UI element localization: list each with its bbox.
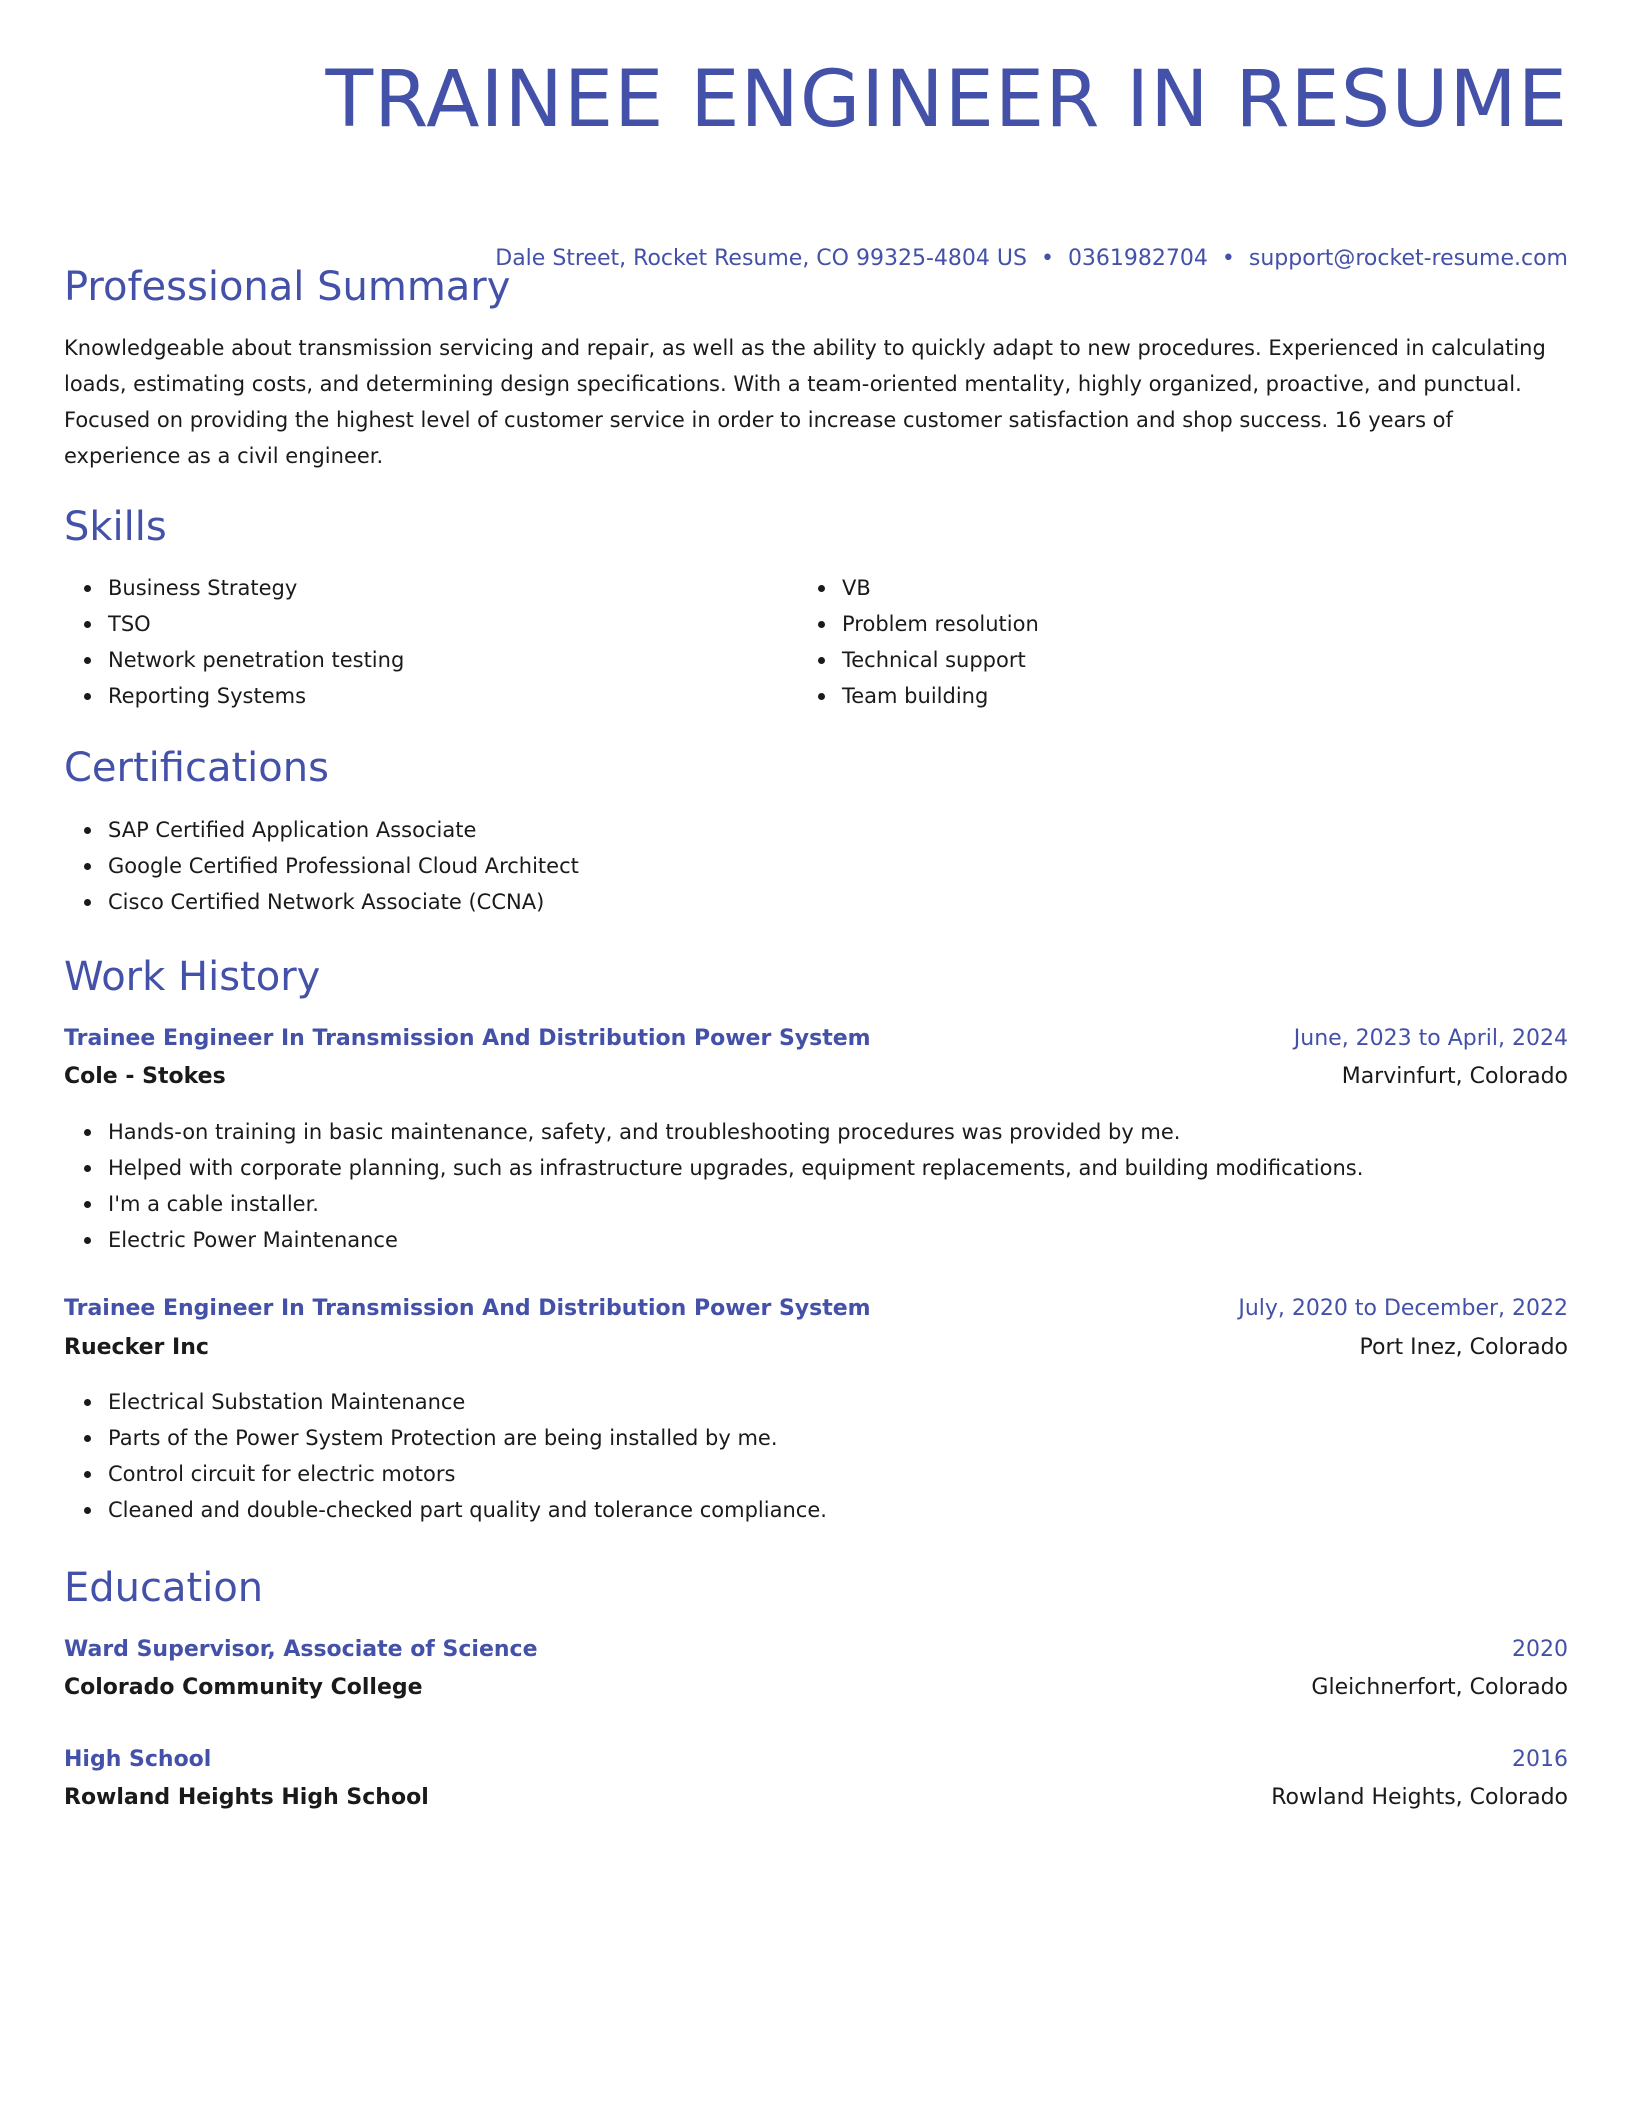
skills-heading: Skills xyxy=(64,504,167,550)
certifications-heading: Certifications xyxy=(64,745,329,791)
job-subheader xyxy=(64,1062,1568,1092)
job-company: Ruecker Inc xyxy=(64,1335,209,1360)
job-title: Trainee Engineer In Transmission And Distribution Power System xyxy=(64,1026,871,1051)
skills-list-right xyxy=(798,570,1542,714)
resume-title: TRAINEE ENGINEER IN RESUME xyxy=(325,55,1568,145)
education-location: Gleichnerfort, Colorado xyxy=(1311,1675,1568,1700)
contact-line xyxy=(495,244,1568,274)
job-bullet: Parts of the Power System Protection are being installed by me. xyxy=(108,1420,1568,1456)
contact-email[interactable]: support@rocket-resume.com xyxy=(1248,246,1568,271)
job-bullet: Control circuit for electric motors xyxy=(108,1456,1568,1492)
education-subheader xyxy=(64,1673,1568,1703)
skill-item: VB xyxy=(842,570,1542,606)
education-header xyxy=(64,1635,1568,1665)
contact-address: Dale Street, Rocket Resume, CO 99325-4804 US xyxy=(495,246,1027,271)
skill-item: TSO xyxy=(108,606,788,642)
skill-item: Technical support xyxy=(842,642,1542,678)
skill-item: Team building xyxy=(842,678,1542,714)
certification-item: Cisco Certified Network Associate (CCNA) xyxy=(108,884,1508,920)
education-school: Rowland Heights High School xyxy=(64,1785,429,1810)
education-year: 2016 xyxy=(1512,1747,1568,1772)
contact-phone[interactable]: 0361982704 xyxy=(1067,246,1208,271)
job-header xyxy=(64,1294,1568,1324)
skill-item: Business Strategy xyxy=(108,570,788,606)
education-header xyxy=(64,1745,1568,1775)
job-header xyxy=(64,1024,1568,1054)
certification-item: SAP Certified Application Associate xyxy=(108,812,1508,848)
contact-separator: • xyxy=(1221,246,1235,271)
job-bullet: Electrical Substation Maintenance xyxy=(108,1384,1568,1420)
job-bullets xyxy=(64,1114,1568,1258)
job-bullets xyxy=(64,1384,1568,1528)
job-location: Marvinfurt, Colorado xyxy=(1341,1064,1568,1089)
job-title: Trainee Engineer In Transmission And Distribution Power System xyxy=(64,1296,871,1321)
education-degree: Ward Supervisor, Associate of Science xyxy=(64,1637,538,1662)
job-bullet: Helped with corporate planning, such as infrastructure upgrades, equipment replacements, and building modifications. xyxy=(108,1150,1568,1186)
job-location: Port Inez, Colorado xyxy=(1359,1335,1568,1360)
certification-item: Google Certified Professional Cloud Architect xyxy=(108,848,1508,884)
work-history-heading: Work History xyxy=(64,954,321,1000)
education-school: Colorado Community College xyxy=(64,1675,423,1700)
job-bullet: Electric Power Maintenance xyxy=(108,1222,1568,1258)
skills-list-left xyxy=(64,570,788,714)
job-dates: June, 2023 to April, 2024 xyxy=(1293,1026,1568,1051)
education-year: 2020 xyxy=(1512,1637,1568,1662)
job-bullet: I'm a cable installer. xyxy=(108,1186,1568,1222)
skill-item: Problem resolution xyxy=(842,606,1542,642)
summary-text: Knowledgeable about transmission servicing and repair, as well as the ability to quickly adapt to new procedures. Experienced in calculating loads, estimating costs, and determining design specifications. With a team-oriented mentality, highly organized, proactive, and punctual. Focused on providing the highest level of customer service in order to increase customer satisfaction and shop success. 16 years of experience as a civil engineer. xyxy=(64,336,1546,468)
job-dates: July, 2020 to December, 2022 xyxy=(1238,1296,1568,1321)
education-location: Rowland Heights, Colorado xyxy=(1271,1785,1568,1810)
skill-item: Network penetration testing xyxy=(108,642,788,678)
job-subheader xyxy=(64,1333,1568,1363)
education-heading: Education xyxy=(64,1565,264,1611)
certifications-list xyxy=(64,812,1508,920)
education-degree: High School xyxy=(64,1747,212,1772)
job-bullet: Cleaned and double-checked part quality and tolerance compliance. xyxy=(108,1492,1568,1528)
job-bullet: Hands-on training in basic maintenance, safety, and troubleshooting procedures was provided by me. xyxy=(108,1114,1568,1150)
contact-separator: • xyxy=(1040,246,1054,271)
job-company: Cole - Stokes xyxy=(64,1064,226,1089)
skill-item: Reporting Systems xyxy=(108,678,788,714)
education-subheader xyxy=(64,1783,1568,1813)
summary-heading: Professional Summary xyxy=(64,264,511,310)
